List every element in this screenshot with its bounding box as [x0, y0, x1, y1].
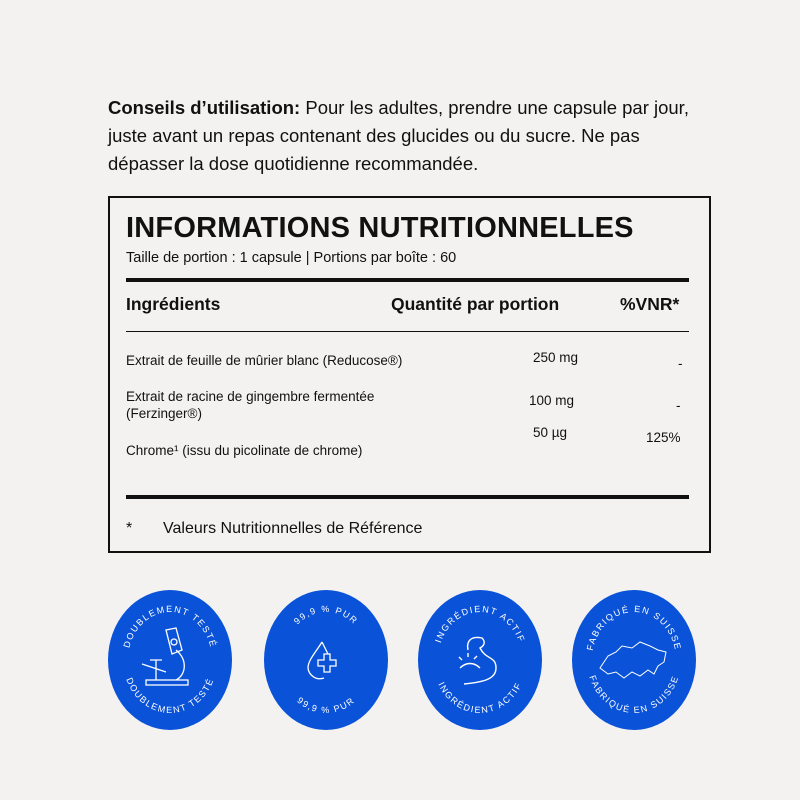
- badge-swiss-made: [570, 590, 698, 730]
- badge-text-top: INGRÉDIENT ACTIF: [433, 603, 527, 645]
- ingredient-name: Extrait de feuille de mûrier blanc (Reducose®): [126, 353, 403, 368]
- ingredient-quantity: 50 µg: [533, 425, 568, 440]
- usage-instructions: [108, 94, 708, 178]
- badge-row: [0, 590, 800, 730]
- serving-info: Taille de portion : 1 capsule | Portions par boîte : 60: [126, 250, 457, 266]
- footnote-text: Valeurs Nutritionnelles de Référence: [163, 520, 423, 537]
- usage-label: Conseils d’utilisation:: [108, 97, 301, 118]
- badge-text-bottom: FABRIQUÉ EN SUISSE: [587, 673, 681, 716]
- header-nrv: %VNR*: [620, 294, 680, 314]
- ingredient-nrv: -: [676, 398, 681, 413]
- badge-text-bottom: DOUBLEMENT TESTÉ: [124, 676, 216, 716]
- divider: [126, 278, 689, 282]
- badge-text-top: DOUBLEMENT TESTÉ: [121, 603, 219, 649]
- header-quantity: Quantité par portion: [391, 294, 560, 314]
- footnote-mark: *: [126, 520, 133, 537]
- badge-text-top: FABRIQUÉ EN SUISSE: [584, 603, 684, 652]
- divider: [126, 495, 689, 499]
- ingredient-name: Chrome¹ (issu du picolinate de chrome): [126, 443, 363, 458]
- badge-text-bottom: 99,9 % PUR: [295, 695, 357, 715]
- header-ingredients: Ingrédients: [126, 294, 221, 314]
- ingredient-nrv: 125%: [646, 430, 681, 445]
- ingredient-quantity: 100 mg: [529, 393, 575, 408]
- panel-title: INFORMATIONS NUTRITIONNELLES: [126, 212, 634, 244]
- usage-text: Pour les adultes, prendre une capsule par jour, juste avant un repas contenant des glucides ou du sucre. Ne pas dépasser la dose quotidienne recommandée.: [108, 97, 689, 174]
- badge-pure: [262, 590, 390, 730]
- badge-active-ingredient: [416, 590, 544, 730]
- divider: [126, 331, 689, 332]
- ingredient-quantity: 250 mg: [533, 350, 579, 365]
- nutrition-panel: [108, 196, 711, 553]
- badge-double-tested: [106, 590, 234, 730]
- ingredient-name: Extrait de racine de gingembre fermentée (Ferzinger®): [126, 389, 375, 421]
- badge-text-bottom: INGRÉDIENT ACTIF: [436, 680, 524, 716]
- badge-text-top: 99,9 % PUR: [291, 603, 361, 627]
- ingredient-nrv: -: [678, 356, 683, 371]
